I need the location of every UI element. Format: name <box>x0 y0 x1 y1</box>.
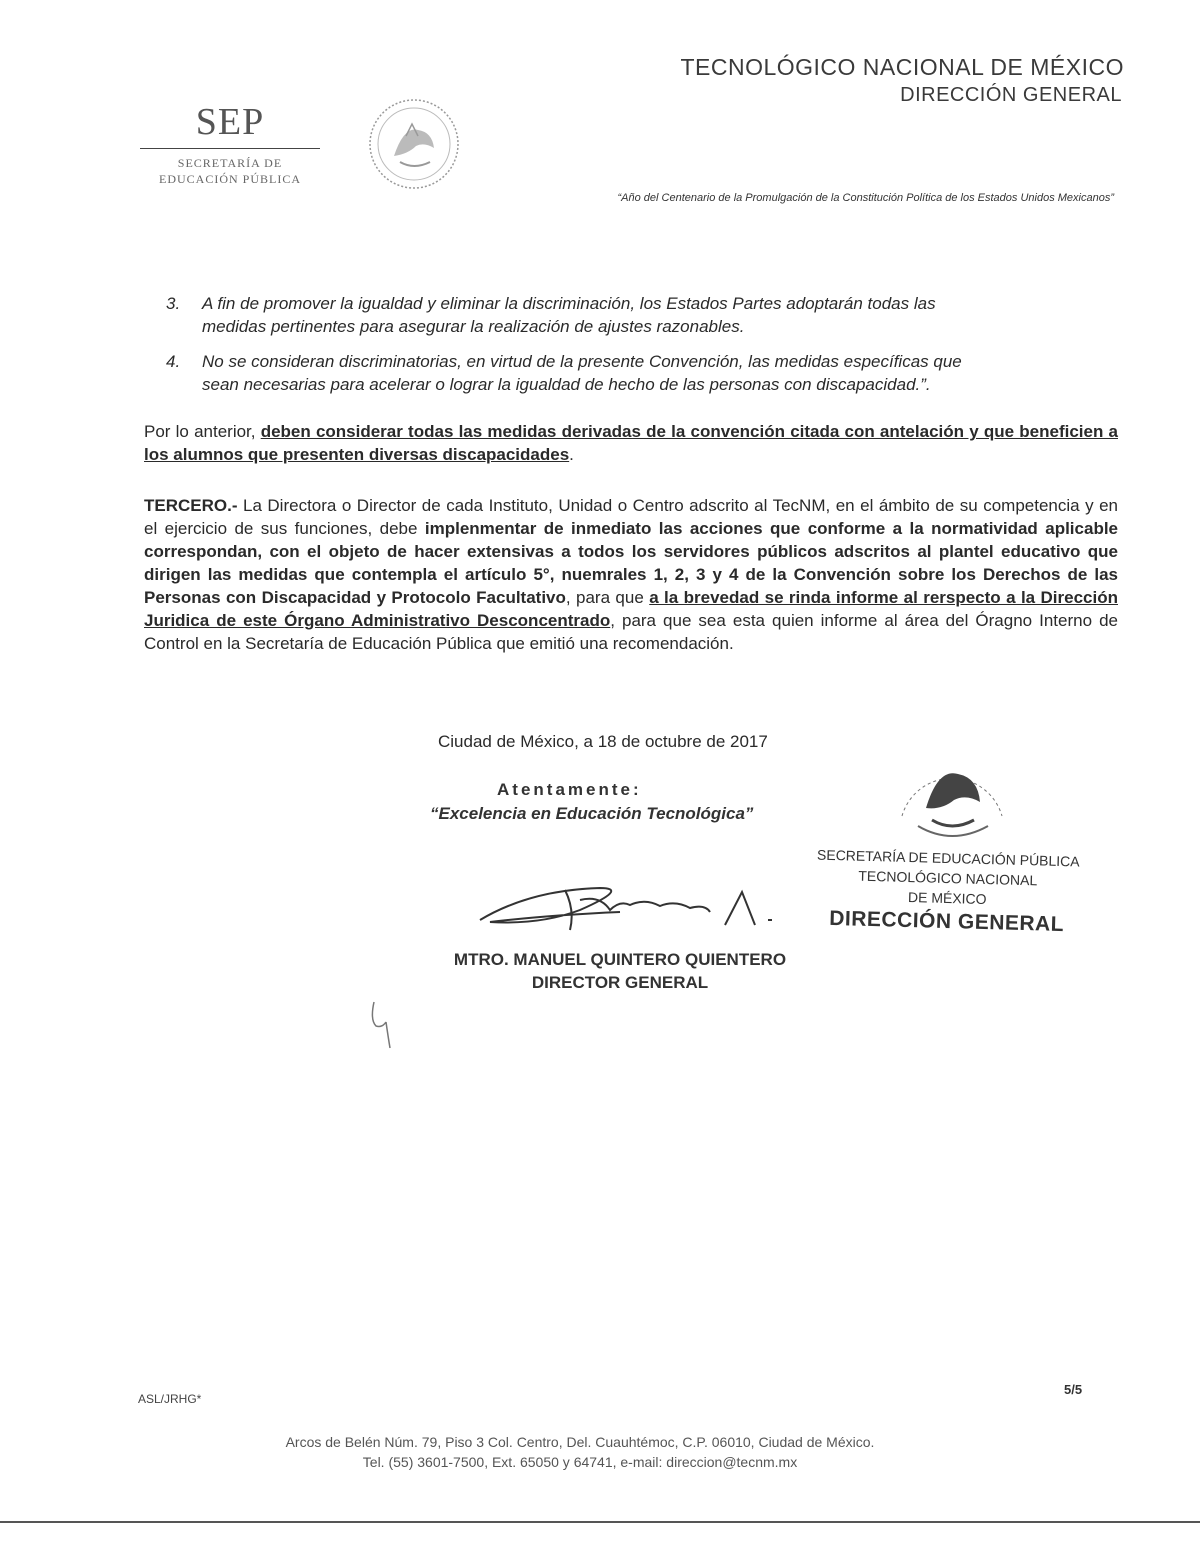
paragraph-end: . <box>569 445 574 464</box>
stamp-line: TECNOLÓGICO NACIONAL <box>858 867 1038 889</box>
reference-initials: ASL/JRHG* <box>138 1392 202 1406</box>
footer-contact: Tel. (55) 3601-7500, Ext. 65050 y 64741, e-mail: direccion@tecnm.mx <box>362 1454 798 1470</box>
list-item-number: 3. <box>166 294 181 313</box>
paragraph-emphasis: implenmentar de inmediato las acciones que conforme a la normatividad aplicable correspondan, con el objeto de hacer extensivas a todos los servidores públicos adscritos al plantel educativo que dirigen las medidas que contempla el artículo 5°, nuemrales 1, 2, 3 y 4 de la Convención sobre los Derechos de las Personas con Discapacidad y Protocolo Facultativo <box>144 519 1119 607</box>
paragraph-conclusion <box>144 420 1118 466</box>
department-name: DIRECCIÓN GENERAL <box>900 84 1122 106</box>
list-item-line: A fin de promover la igualdad y eliminar la discriminación, los Estados Partes adoptarán todas las <box>202 294 936 313</box>
place-date: Ciudad de México, a 18 de octubre de 2017 <box>438 732 768 751</box>
mexican-coat-of-arms-icon <box>360 96 468 192</box>
sep-logo-title: SEP <box>195 101 265 143</box>
handwritten-signature <box>470 870 800 950</box>
official-stamp-eagle-icon <box>888 746 1016 850</box>
signer-block <box>425 948 815 994</box>
institutional-motto: “Excelencia en Educación Tecnológica” <box>430 804 754 823</box>
year-motto: “Año del Centenario de la Promulgación de la Constitución Política de los Estados Unidos Mexicanos” <box>617 192 1114 204</box>
signer-title: DIRECTOR GENERAL <box>531 973 709 992</box>
list-item-line: No se consideran discriminatorias, en virtud de la presente Convención, las medidas específicas que <box>202 352 962 371</box>
paragraph-text: La Directora o Director de cada Instituto, Unidad o Centro adscrito al TecNM, en el ámbito de su competencia y en el ejercicio de sus funciones, debe <box>144 496 1118 538</box>
list-item-line: sean necesarias para acelerar o lograr la igualdad de hecho de las personas con discapacidad.”. <box>202 375 931 394</box>
paragraph-emphasis-underlined: a la brevedad se rinda informe al rerspecto a la Dirección Juridica de este Órgano Administrativo Desconcentrado <box>144 588 1118 630</box>
sep-logo-rule <box>140 148 320 149</box>
list-item-number: 4. <box>166 352 181 371</box>
sep-logo-subtitle-1: SECRETARÍA DE <box>177 156 283 170</box>
footer-address: Arcos de Belén Núm. 79, Piso 3 Col. Centro, Del. Cuauhtémoc, C.P. 06010, Ciudad de México. <box>285 1434 875 1450</box>
stamp-line: SECRETARÍA DE EDUCACIÓN PÚBLICA <box>816 846 1080 870</box>
sep-logo <box>140 100 320 187</box>
sep-logo-subtitle-2: EDUCACIÓN PÚBLICA <box>158 172 301 186</box>
paragraph-emphasis: deben considerar todas las medidas derivadas de la convención citada con antelación y que beneficien a los alumnos que presenten diversas discapacidades <box>144 422 1118 464</box>
paragraph-text: , para que <box>565 588 650 607</box>
stamp-line: DE MÉXICO <box>907 888 987 908</box>
list-item-line: medidas pertinentes para asegurar la realización de ajustes razonables. <box>202 317 745 336</box>
page-number: 5/5 <box>1064 1382 1083 1397</box>
closing-greeting: Atentamente: <box>497 780 642 799</box>
paragraph-text: , para que sea esta quien informe al área del Óragno Interno de Control en la Secretaría de Educación Pública que emitió una recomendación. <box>144 611 1118 653</box>
footer-address-block <box>200 1432 960 1472</box>
signer-name: MTRO. MANUEL QUINTERO QUIENTERO <box>453 950 787 969</box>
paragraph-tercero <box>144 494 1118 655</box>
stamp-line-title: DIRECCIÓN GENERAL <box>828 906 1065 937</box>
bottom-divider <box>0 1521 1200 1523</box>
section-label: TERCERO.- <box>144 496 238 515</box>
paragraph-lead: Por lo anterior, <box>144 422 261 441</box>
official-stamp <box>814 845 1081 936</box>
institution-name: TECNOLÓGICO NACIONAL DE MÉXICO <box>680 54 1124 80</box>
handwritten-mark <box>368 1000 398 1050</box>
